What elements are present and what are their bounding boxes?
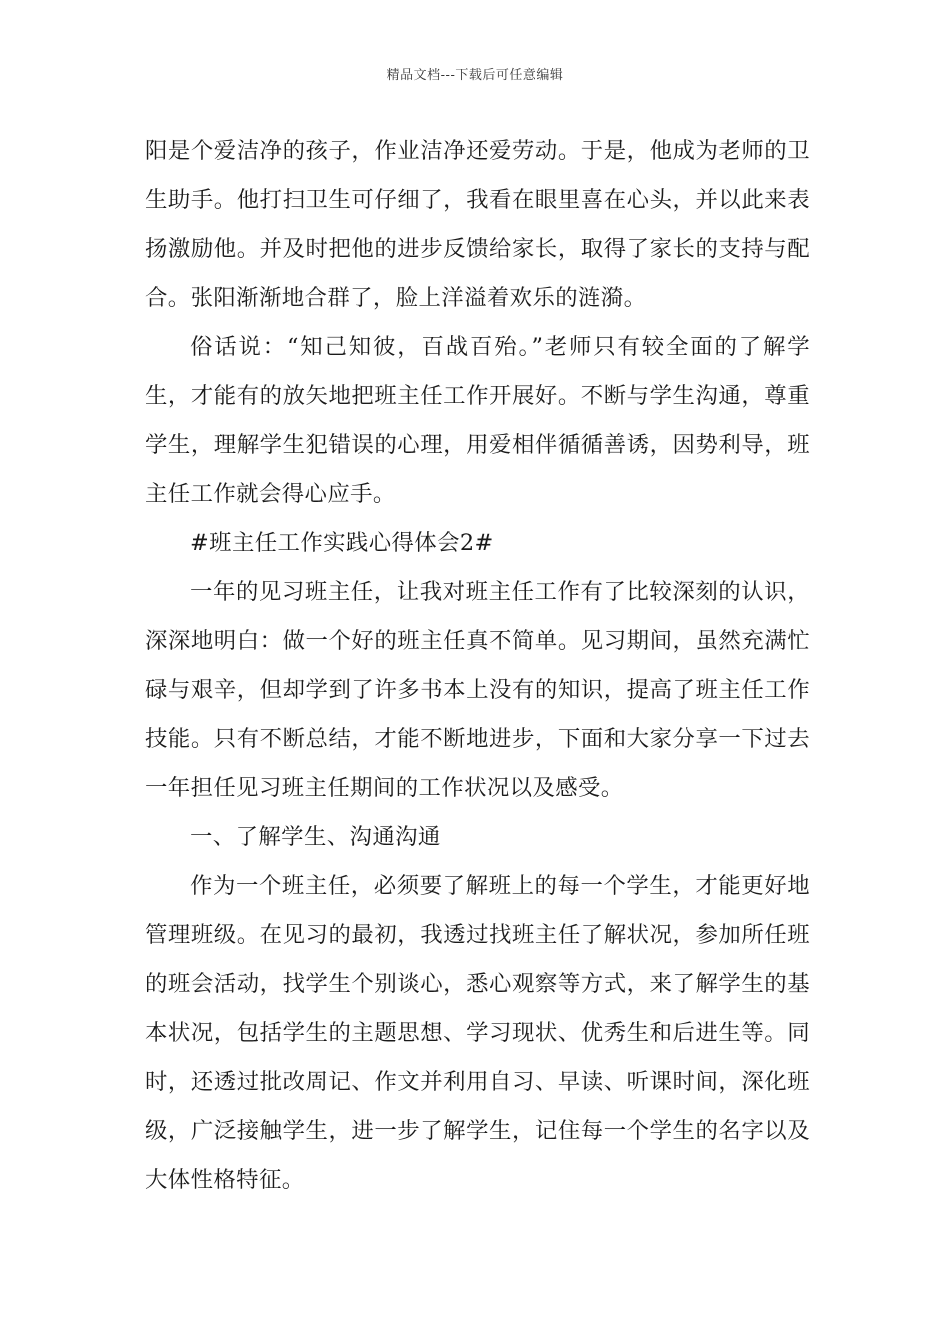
paragraph-continuation: 阳是个爱洁净的孩子，作业洁净还爱劳动。于是，他成为老师的卫生助手。他打扫卫生可仔细了，我看在眼里喜在心头，并以此来表扬激励他。并及时把他的进步反馈给家长，取得了家长的支持与配合。张阳渐渐地合群了，脸上洋溢着欢乐的涟漪。 <box>145 138 810 311</box>
paragraph-body: 作为一个班主任，必须要了解班上的每一个学生，才能更好地管理班级。在见习的最初，我透过找班主任了解状况，参加所任班的班会活动，找学生个别谈心，悉心观察等方式，来了解学生的基本状况，包括学生的主题思想、学习现状、优秀生和后进生等。同时，还透过批改周记、作文并利用自习、早读、听课时间，深化班级，广泛接触学生，进一步了解学生，记住每一个学生的名字以及大体性格特征。 <box>145 873 810 1193</box>
paragraph-intro: 一年的见习班主任，让我对班主任工作有了比较深刻的认识，深深地明白：做一个好的班主任真不简单。见习期间，虽然充满忙碌与艰辛，但却学到了许多书本上没有的知识，提高了班主任工作技能。只有不断总结，才能不断地进步，下面和大家分享一下过去一年担任见习班主任期间的工作状况以及感受。 <box>145 579 810 801</box>
paragraph-proverb: 俗话说：“知己知彼，百战百殆。”老师只有较全面的了解学生，才能有的放矢地把班主任工作开展好。不断与学生沟通，尊重学生，理解学生犯错误的心理，用爱相伴循循善诱，因势利导，班主任工作就会得心应手。 <box>145 334 810 507</box>
section-title: #班主任工作实践心得体会2# <box>190 530 494 556</box>
document-body <box>145 127 810 1205</box>
subsection-heading: 一、了解学生、沟通沟通 <box>190 824 441 850</box>
page-header: 精品文档---下载后可任意编辑 <box>386 68 564 83</box>
